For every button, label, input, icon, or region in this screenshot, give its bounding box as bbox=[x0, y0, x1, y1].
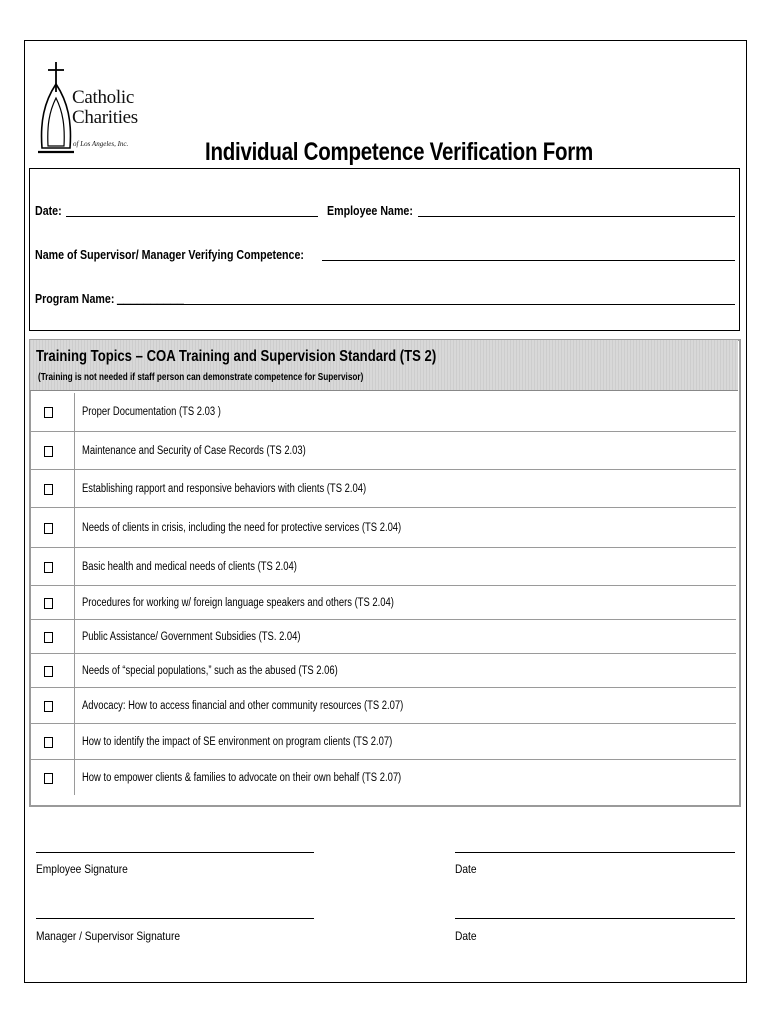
checkbox[interactable] bbox=[44, 484, 53, 495]
logo-tagline: of Los Angeles, Inc. bbox=[73, 140, 129, 148]
training-item-label: Needs of “special populations,” such as the abused (TS 2.06) bbox=[82, 665, 338, 677]
checkbox[interactable] bbox=[44, 562, 53, 573]
training-topics-subtitle: (Training is not needed if staff person can demonstrate competence for Supervisor) bbox=[38, 372, 364, 383]
training-item-label: Maintenance and Security of Case Records (TS 2.03) bbox=[82, 445, 306, 457]
logo-line-1: Catholic bbox=[72, 87, 134, 108]
manager-date-label: Date bbox=[455, 929, 477, 943]
program-name-value: __________ bbox=[117, 291, 184, 305]
checkbox[interactable] bbox=[44, 407, 53, 418]
training-item bbox=[30, 469, 736, 507]
supervisor-field[interactable] bbox=[322, 260, 735, 261]
program-name-label: Program Name: bbox=[35, 291, 115, 306]
checkbox[interactable] bbox=[44, 632, 53, 643]
program-name-field[interactable] bbox=[117, 304, 735, 305]
checkbox[interactable] bbox=[44, 773, 53, 784]
checkbox[interactable] bbox=[44, 701, 53, 712]
employee-name-label: Employee Name: bbox=[327, 203, 413, 218]
training-item bbox=[30, 585, 736, 619]
training-item-label: Public Assistance/ Government Subsidies (TS. 2.04) bbox=[82, 631, 301, 643]
training-item bbox=[30, 653, 736, 687]
date-label: Date: bbox=[35, 203, 62, 218]
checkbox[interactable] bbox=[44, 737, 53, 748]
logo-wordmark bbox=[72, 88, 138, 128]
checkbox[interactable] bbox=[44, 598, 53, 609]
training-item-label: Proper Documentation (TS 2.03 ) bbox=[82, 406, 221, 418]
training-item-label: Procedures for working w/ foreign language speakers and others (TS 2.04) bbox=[82, 597, 394, 609]
employee-date-line[interactable] bbox=[455, 852, 735, 853]
supervisor-label: Name of Supervisor/ Manager Verifying Competence: bbox=[35, 247, 304, 262]
training-item-label: Needs of clients in crisis, including the need for protective services (TS 2.04) bbox=[82, 522, 402, 534]
checkbox[interactable] bbox=[44, 446, 53, 457]
training-item bbox=[30, 393, 736, 431]
checkbox[interactable] bbox=[44, 523, 53, 534]
date-field[interactable] bbox=[66, 216, 318, 217]
training-item bbox=[30, 759, 736, 795]
manager-date-line[interactable] bbox=[455, 918, 735, 919]
training-topics-title: Training Topics – COA Training and Supervision Standard (TS 2) bbox=[36, 348, 437, 365]
employee-date-label: Date bbox=[455, 862, 477, 876]
training-item bbox=[30, 723, 736, 759]
training-item bbox=[30, 687, 736, 723]
training-item bbox=[30, 547, 736, 585]
training-item bbox=[30, 619, 736, 653]
training-item-label: Advocacy: How to access financial and other community resources (TS 2.07) bbox=[82, 700, 404, 712]
form-title: Individual Competence Verification Form bbox=[205, 138, 593, 166]
employee-signature-line[interactable] bbox=[36, 852, 314, 853]
training-item-label: Basic health and medical needs of clients (TS 2.04) bbox=[82, 561, 297, 573]
training-item-label: How to identify the impact of SE environment on program clients (TS 2.07) bbox=[82, 736, 393, 748]
employee-name-field[interactable] bbox=[418, 216, 735, 217]
employee-signature-label: Employee Signature bbox=[36, 862, 128, 876]
training-item bbox=[30, 507, 736, 547]
training-item-label: How to empower clients & families to advocate on their own behalf (TS 2.07) bbox=[82, 772, 402, 784]
training-topics-list bbox=[30, 393, 736, 795]
manager-signature-label: Manager / Supervisor Signature bbox=[36, 929, 181, 943]
training-item-label: Establishing rapport and responsive behaviors with clients (TS 2.04) bbox=[82, 483, 367, 495]
training-item bbox=[30, 431, 736, 469]
manager-signature-line[interactable] bbox=[36, 918, 314, 919]
logo-line-2: Charities bbox=[72, 107, 138, 128]
checkbox[interactable] bbox=[44, 666, 53, 677]
